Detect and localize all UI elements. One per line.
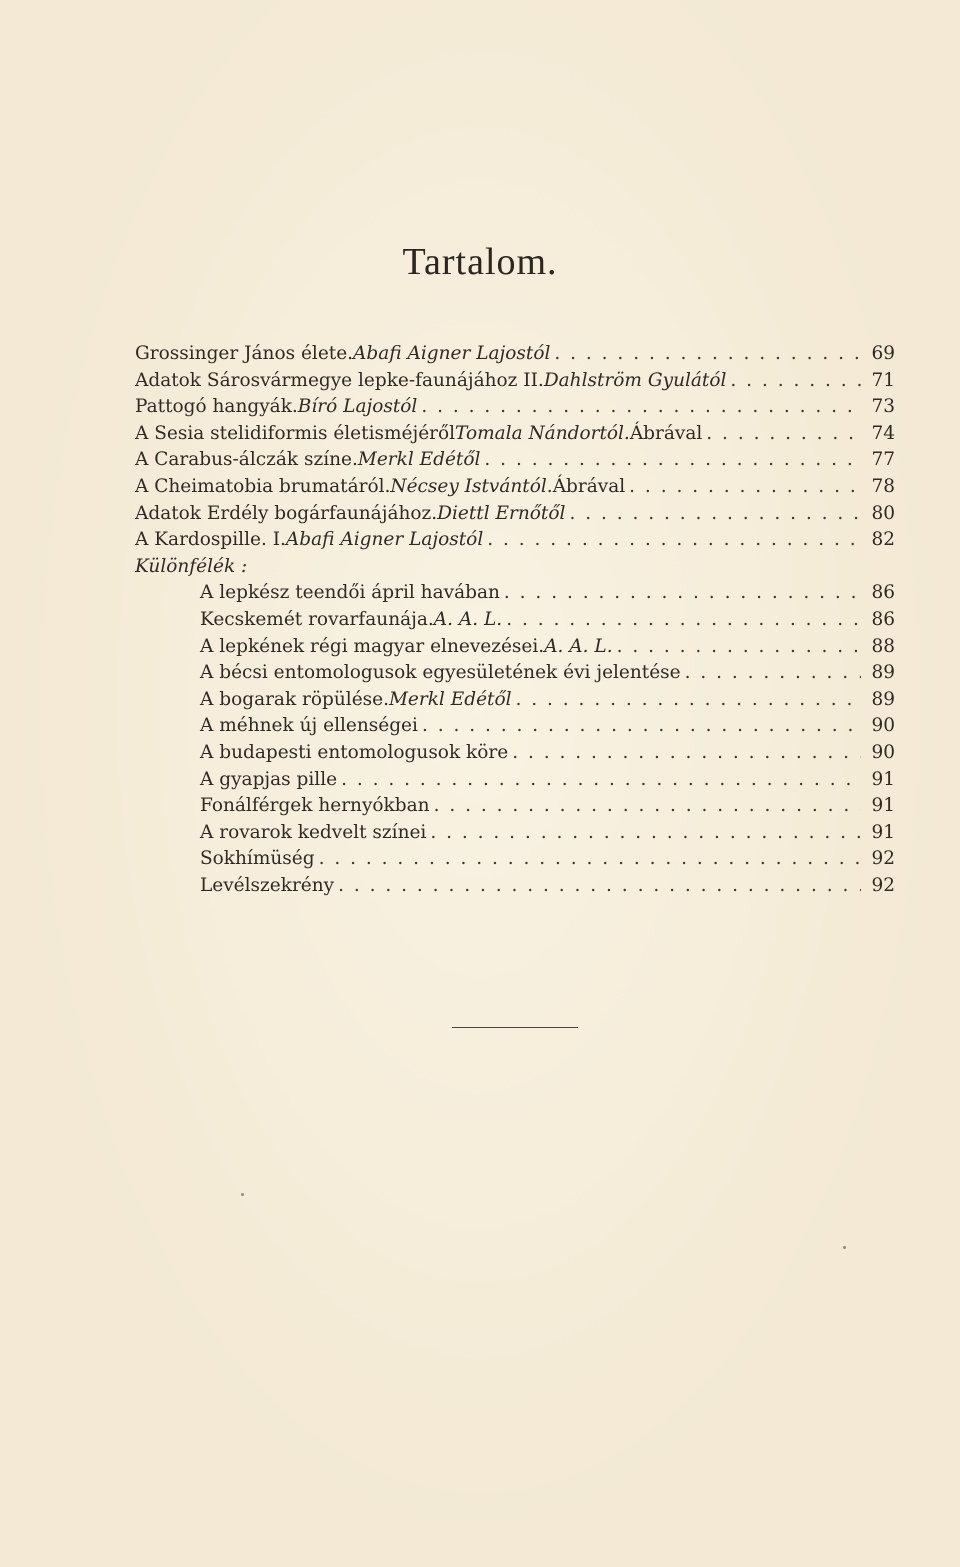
entry-page-number: 89 bbox=[871, 662, 895, 684]
entry-author: Abafi Aigner Lajostól bbox=[353, 343, 551, 364]
entry-page-number: 91 bbox=[871, 821, 895, 843]
section-heading bbox=[135, 554, 895, 581]
entry-page-number: 86 bbox=[871, 582, 895, 604]
entry-page-number: 88 bbox=[871, 635, 895, 657]
table-of-contents bbox=[135, 341, 895, 899]
toc-entry bbox=[135, 368, 895, 395]
dot-leader bbox=[502, 607, 861, 634]
entry-page-number: 89 bbox=[871, 688, 895, 710]
dot-leader bbox=[315, 846, 861, 873]
paper-speck bbox=[843, 1246, 846, 1249]
toc-sub-entry bbox=[135, 634, 895, 661]
toc-sub-entry bbox=[135, 580, 895, 607]
entry-title: Fonálférgek hernyókban bbox=[200, 795, 430, 817]
entry-page-number: 69 bbox=[871, 343, 895, 364]
entry-page-number: 71 bbox=[871, 369, 895, 391]
dot-leader bbox=[565, 501, 861, 528]
toc-sub-entry bbox=[135, 846, 895, 873]
toc-entry bbox=[135, 341, 895, 368]
toc-sub-entry bbox=[135, 820, 895, 847]
dot-leader bbox=[337, 767, 861, 794]
entry-title: A bécsi entomologusok egyesületének évi jelentése bbox=[200, 662, 681, 684]
toc-entry bbox=[135, 474, 895, 501]
toc-sub-entry bbox=[135, 687, 895, 714]
toc-entry bbox=[135, 501, 895, 528]
entry-title: A rovarok kedvelt színei bbox=[200, 821, 427, 843]
toc-entry bbox=[135, 394, 895, 421]
entry-title: Grossinger János élete. bbox=[135, 343, 354, 364]
dot-leader bbox=[550, 341, 861, 368]
entry-title: A lepkének régi magyar elnevezései. bbox=[200, 635, 545, 657]
toc-entry bbox=[135, 527, 895, 554]
dot-leader bbox=[418, 713, 861, 740]
dot-leader bbox=[613, 634, 861, 661]
entry-title: A budapesti entomologusok köre bbox=[200, 741, 509, 763]
entry-page-number: 74 bbox=[871, 422, 895, 444]
toc-sub-entry bbox=[135, 767, 895, 794]
entry-title: Sokhímüség bbox=[200, 848, 315, 870]
dot-leader bbox=[500, 580, 861, 607]
toc-sub-entry bbox=[135, 873, 895, 900]
entry-page-number: 80 bbox=[871, 502, 895, 524]
entry-author: A. A. L. bbox=[544, 635, 613, 657]
entry-page-number: 92 bbox=[871, 874, 895, 896]
entry-title: Adatok Sárosvármegye lepke-faunájához II. bbox=[135, 369, 544, 391]
dot-leader bbox=[726, 368, 861, 395]
entry-page-number: 77 bbox=[871, 449, 895, 471]
entry-author: Bíró Lajostól bbox=[297, 396, 418, 418]
toc-entry bbox=[135, 421, 895, 448]
entry-suffix: Ábrával bbox=[552, 475, 626, 497]
entry-title: A Kardospille. I. bbox=[135, 529, 286, 551]
dot-leader bbox=[508, 740, 861, 767]
entry-page-number: 91 bbox=[871, 768, 895, 790]
entry-title: A lepkész teendői ápril havában bbox=[200, 582, 500, 604]
closing-rule bbox=[452, 1027, 578, 1028]
entry-author: Tomala Nándortól. bbox=[455, 422, 630, 444]
page-title: Tartalom. bbox=[402, 241, 558, 283]
entry-title: A méhnek új ellenségei bbox=[200, 715, 418, 737]
dot-leader bbox=[426, 820, 861, 847]
dot-leader bbox=[334, 873, 861, 900]
toc-sub-entry bbox=[135, 607, 895, 634]
entry-title: A Carabus-álczák színe. bbox=[135, 449, 358, 471]
entry-title: A Sesia stelidiformis életisméjéről bbox=[135, 422, 456, 444]
entry-title: Adatok Erdély bogárfaunájához. bbox=[135, 502, 438, 524]
section-heading-label: Különfélék : bbox=[135, 555, 248, 577]
entry-title: Levélszekrény bbox=[200, 874, 335, 896]
entry-title: A gyapjas pille bbox=[200, 768, 338, 790]
entry-page-number: 78 bbox=[871, 475, 895, 497]
dot-leader bbox=[430, 793, 861, 820]
entry-author: Abafi Aigner Lajostól bbox=[285, 529, 484, 551]
dot-leader bbox=[512, 687, 861, 714]
entry-author: Diettl Ernőtől bbox=[437, 502, 566, 524]
entry-author: A. A. L. bbox=[433, 608, 503, 630]
entry-page-number: 90 bbox=[871, 715, 895, 737]
dot-leader bbox=[702, 421, 861, 448]
dot-leader bbox=[417, 394, 861, 421]
toc-sub-entry bbox=[135, 713, 895, 740]
entry-title: Kecskemét rovarfaunája. bbox=[200, 608, 434, 630]
dot-leader bbox=[625, 474, 861, 501]
entry-page-number: 82 bbox=[871, 529, 895, 551]
entry-page-number: 86 bbox=[871, 608, 895, 630]
dot-leader bbox=[681, 660, 861, 687]
entry-page-number: 73 bbox=[871, 396, 895, 418]
entry-title: Pattogó hangyák. bbox=[135, 396, 298, 418]
toc-sub-entry bbox=[135, 740, 895, 767]
entry-page-number: 91 bbox=[871, 795, 895, 817]
entry-author: Merkl Edétől bbox=[357, 449, 481, 471]
entry-author: Merkl Edétől bbox=[388, 688, 512, 710]
toc-entry bbox=[135, 447, 895, 474]
entry-suffix: Ábrával bbox=[629, 422, 703, 444]
toc-sub-entry bbox=[135, 793, 895, 820]
paper-speck bbox=[241, 1193, 244, 1196]
entry-title: A Cheimatobia brumatáról. bbox=[135, 475, 391, 497]
toc-sub-entry bbox=[135, 660, 895, 687]
entry-author: Nécsey Istvántól. bbox=[390, 475, 553, 497]
entry-page-number: 92 bbox=[871, 848, 895, 870]
entry-title: A bogarak röpülése. bbox=[200, 688, 389, 710]
entry-page-number: 90 bbox=[871, 741, 895, 763]
dot-leader bbox=[483, 527, 861, 554]
entry-author: Dahlström Gyulától bbox=[543, 369, 727, 391]
dot-leader bbox=[480, 447, 861, 474]
